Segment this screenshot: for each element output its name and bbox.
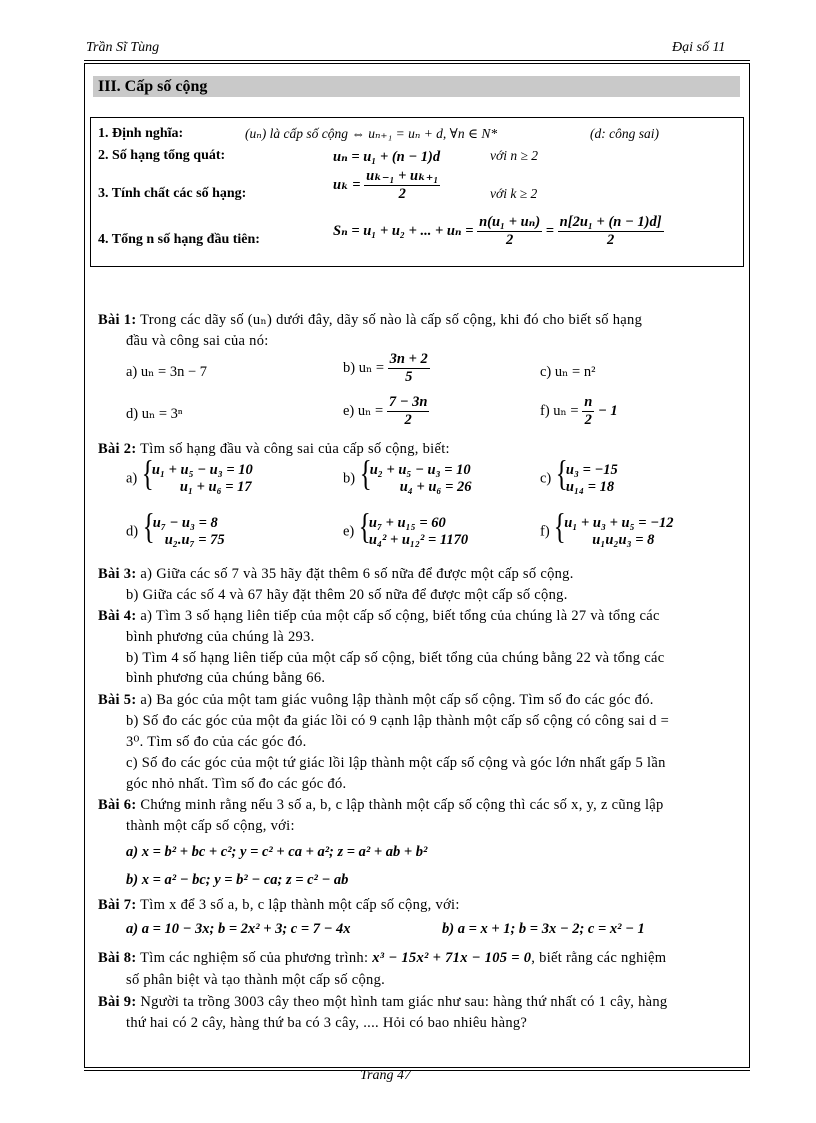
header-subject: Đại số 11: [672, 40, 726, 55]
exercise-4-b-2: bình phương của chúng bằng 66.: [126, 670, 326, 686]
exercise-8-text-1b: , biết rằng các nghiệm: [531, 950, 667, 966]
exercise-8-text-2: số phân biệt và tạo thành một cấp số cộng.: [126, 972, 386, 988]
exercise-1-e-num: 7 − 3n: [388, 394, 428, 410]
exercise-1-e-lhs: e) uₙ =: [343, 402, 384, 419]
exercise-1-f: [540, 394, 618, 429]
footer-divider: [84, 1070, 750, 1071]
exercise-9-line-1: [98, 994, 667, 1011]
exercise-2-f: [540, 506, 674, 549]
exercise-2-b-row-2: u₄ + u₆ = 26: [399, 479, 472, 495]
exercise-7-line-1: [98, 897, 460, 914]
exercise-1-e: [343, 394, 429, 429]
exercise-8-label: Bài 8:: [98, 950, 137, 966]
exercise-2-c-label: c): [540, 470, 552, 487]
exercise-6-text-2: thành một cấp số cộng, với:: [126, 818, 295, 834]
system-brace: {: [553, 506, 566, 546]
exercise-2-f-system: [553, 506, 674, 549]
exercise-1-f-den: 2: [584, 412, 592, 428]
system-brace: {: [141, 453, 154, 493]
sum-formula: [333, 214, 664, 249]
exercise-1-a: a) uₙ = 3n − 7: [126, 364, 208, 380]
exercise-1-f-fraction: [582, 394, 594, 429]
sum-fraction-1: [477, 214, 542, 249]
exercise-2-b-label: b): [343, 470, 356, 487]
exercise-2-d: [126, 506, 225, 549]
exercise-2-e-label: e): [343, 523, 355, 540]
exercise-2-e: [343, 506, 469, 549]
exercise-4-a-2: bình phương của chúng là 293.: [126, 629, 315, 645]
exercise-3-a: a) Giữa các số 7 và 35 hãy đặt thêm 6 số nữa để được một cấp số cộng.: [140, 566, 574, 582]
exercise-4-a-1: a) Tìm 3 số hạng liên tiếp của một cấp số cộng, biết tổng của chúng là 27 và tổng các: [140, 608, 660, 624]
exercise-5-line-1: [98, 692, 654, 709]
exercise-2-d-label: d): [126, 523, 139, 540]
general-term-formula: uₙ = u₁ + (n − 1)d: [333, 149, 441, 165]
system-brace: {: [358, 506, 371, 546]
exercise-2-f-label: f): [540, 523, 550, 540]
definition-label-2: 2. Số hạng tổng quát:: [98, 148, 226, 163]
exercise-9-text-1: Người ta trồng 3003 cây theo một hình tam giác như sau: hàng thứ nhất có 1 cây, hàng: [140, 994, 668, 1010]
exercise-2-f-row-1: u₁ + u₃ + u₅ = −12: [564, 515, 674, 531]
property-denominator: 2: [398, 186, 406, 202]
exercise-2-b: [343, 453, 472, 496]
exercise-5-b-2: 3⁰. Tìm số đo của các góc đó.: [126, 734, 307, 750]
exercise-2-text: Tìm số hạng đầu và công sai của cấp số cộng, biết:: [140, 441, 450, 457]
property-lhs: uₖ =: [333, 176, 361, 193]
sum-denominator-1: 2: [506, 232, 514, 248]
exercise-2-b-system: [359, 453, 472, 496]
exercise-1-e-den: 2: [404, 412, 412, 428]
exercise-1-d: d) uₙ = 3ⁿ: [126, 406, 183, 422]
exercise-2-a-label: a): [126, 470, 138, 487]
exercise-3-label: Bài 3:: [98, 566, 137, 582]
exercise-5-c-2: góc nhỏ nhất. Tìm số đo các góc đó.: [126, 776, 347, 792]
exercise-8-text-1a: Tìm các nghiệm số của phương trình:: [140, 950, 369, 966]
exercise-1-b-lhs: b) uₙ =: [343, 359, 385, 376]
exercise-1-b-den: 5: [405, 369, 413, 385]
system-brace: {: [359, 453, 372, 493]
exercise-7-b: b) a = x + 1; b = 3x − 2; c = x² − 1: [442, 921, 645, 937]
property-numerator: uₖ₋₁ + uₖ₊₁: [366, 168, 439, 184]
exercise-2-d-row-2: u₂.u₇ = 75: [164, 532, 225, 548]
exercise-6-text-1: Chứng minh rằng nếu 3 số a, b, c lập thành một cấp số cộng thì các số x, y, z cũng lập: [140, 797, 664, 813]
sum-fraction-2: [558, 214, 664, 249]
header-divider: [84, 60, 750, 61]
system-brace: {: [142, 506, 155, 546]
exercise-2-a-row-1: u₁ + u₅ − u₃ = 10: [151, 462, 253, 478]
definition-label-4: 4. Tổng n số hạng đầu tiên:: [98, 232, 260, 247]
exercise-1-label: Bài 1:: [98, 312, 137, 328]
sum-equals: =: [545, 222, 555, 239]
exercise-1-b-num: 3n + 2: [389, 351, 428, 367]
sum-denominator-2: 2: [606, 232, 615, 248]
exercise-2-a: [126, 453, 253, 496]
exercise-1-f-lhs: f) uₙ =: [540, 402, 579, 419]
exercise-9-text-2: thứ hai có 2 cây, hàng thứ ba có 3 cây, .... Hỏi có bao nhiêu hàng?: [126, 1015, 528, 1031]
exercise-4-line-1: [98, 608, 660, 625]
exercise-2-a-row-2: u₁ + u₆ = 17: [179, 479, 252, 495]
definition-label-1: 1. Định nghĩa:: [98, 126, 184, 141]
exercise-1-e-fraction: [387, 394, 430, 429]
exercise-1-f-rest: − 1: [597, 402, 618, 419]
exercise-1-b: [343, 351, 430, 386]
exercise-3-line-1: [98, 566, 574, 583]
exercise-6-a: a) x = b² + bc + c²; y = c² + ca + a²; z = a² + ab + b²: [126, 844, 428, 860]
property-formula: [333, 168, 440, 203]
exercise-5-a: a) Ba góc của một tam giác vuông lập thành một cấp số cộng. Tìm số đo các góc đó.: [140, 692, 654, 708]
general-term-condition: với n ≥ 2: [490, 148, 538, 163]
exercise-2-c-row-2: u₁₄ = 18: [565, 479, 615, 495]
header-author: Trần Sĩ Tùng: [86, 40, 160, 55]
definition-text-1: (uₙ) là cấp số cộng ⇔ uₙ₊₁ = uₙ + d, ∀n ∈ N*: [245, 126, 498, 141]
property-fraction: [364, 168, 440, 203]
exercise-2-b-row-1: u₂ + u₅ − u₃ = 10: [369, 462, 471, 478]
section-title: III. Cấp số cộng: [98, 78, 208, 95]
property-condition: với k ≥ 2: [490, 186, 538, 201]
exercise-8-equation: x³ − 15x² + 71x − 105 = 0: [372, 950, 532, 966]
definition-label-3: 3. Tính chất các số hạng:: [98, 186, 247, 201]
exercise-5-label: Bài 5:: [98, 692, 137, 708]
exercise-2-e-system: [358, 506, 469, 549]
page-number: Trang 47: [360, 1068, 411, 1083]
exercise-4-label: Bài 4:: [98, 608, 137, 624]
exercise-6-line-1: [98, 797, 664, 814]
exercise-2-f-row-2: u₁u₂u₃ = 8: [592, 532, 655, 548]
exercise-1-f-num: n: [584, 394, 593, 410]
exercise-2-label: Bài 2:: [98, 441, 137, 457]
system-brace: {: [555, 453, 568, 493]
sum-numerator-2: n[2u₁ + (n − 1)d]: [559, 214, 662, 230]
exercise-2-a-system: [141, 453, 253, 496]
exercise-2-c-row-1: u₃ = −15: [565, 462, 618, 478]
exercise-7-a: a) a = 10 − 3x; b = 2x² + 3; c = 7 − 4x: [126, 921, 351, 937]
exercise-2-c: [540, 453, 618, 496]
exercise-5-c-1: c) Số đo các góc của một tứ giác lồi lập thành một cấp số cộng và góc lớn nhất gấp 5 lần: [126, 755, 666, 771]
definition-note-1: (d: công sai): [590, 126, 659, 141]
exercise-8-line-1: [98, 950, 666, 967]
exercise-4-b-1: b) Tìm 4 số hạng liên tiếp của một cấp số cộng, biết tổng của chúng bằng 22 và tổng các: [126, 650, 665, 666]
exercise-1-text: Trong các dãy số (uₙ) dưới đây, dãy số nào là cấp số cộng, khi đó cho biết số hạng: [140, 312, 643, 328]
exercise-9-label: Bài 9:: [98, 994, 137, 1010]
sum-numerator-1: n(u₁ + uₙ): [479, 214, 541, 230]
exercise-1-line-1: [98, 312, 642, 329]
exercise-2-e-row-1: u₇ + u₁₅ = 60: [368, 515, 446, 531]
exercise-2-d-row-1: u₇ − u₃ = 8: [152, 515, 218, 531]
exercise-7-label: Bài 7:: [98, 897, 137, 913]
exercise-1-c: c) uₙ = n²: [540, 364, 596, 380]
exercise-2-e-row-2: u₄² + u₁₂² = 1170: [368, 532, 469, 548]
exercise-2-c-system: [555, 453, 618, 496]
exercise-2-d-system: [142, 506, 225, 549]
exercise-1-b-fraction: [388, 351, 430, 386]
exercise-5-b-1: b) Số đo các góc của một đa giác lồi có 9 cạnh lập thành một cấp số cộng có công sai d =: [126, 713, 670, 729]
exercise-6-label: Bài 6:: [98, 797, 137, 813]
exercise-6-b: b) x = a² − bc; y = b² − ca; z = c² − ab: [126, 872, 349, 888]
exercise-3-b: b) Giữa các số 4 và 67 hãy đặt thêm 20 số nữa để được một cấp số cộng.: [126, 587, 568, 603]
sum-lhs: Sₙ = u₁ + u₂ + ... + uₙ =: [333, 222, 474, 239]
exercise-1-line-2: đầu và công sai của nó:: [126, 333, 269, 349]
exercise-7-text: Tìm x để 3 số a, b, c lập thành một cấp số cộng, với:: [140, 897, 460, 913]
